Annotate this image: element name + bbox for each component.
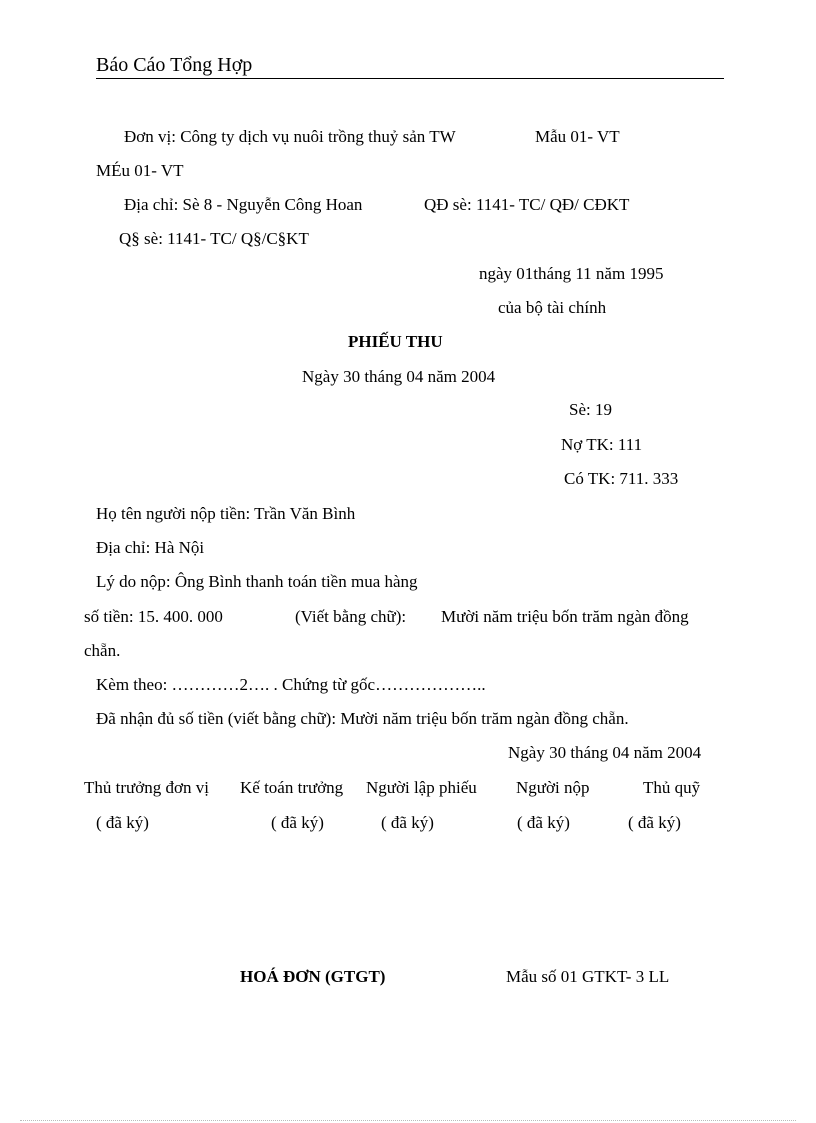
payment-reason: Lý do nộp: Ông Bình thanh toán tiền mua hàng xyxy=(96,572,418,591)
debit-account: Nợ TK: 111 xyxy=(561,435,643,454)
signatory-role-cashier: Thủ quỹ xyxy=(643,778,701,797)
header-divider xyxy=(96,78,724,79)
amount-words-part1: Mười năm triệu bốn trăm ngàn đồng xyxy=(441,607,689,626)
signatory-role-director: Thủ trưởng đơn vị xyxy=(84,778,209,797)
signatory-status-director: ( đã ký) xyxy=(96,813,149,832)
address-line: Địa chỉ: Sè 8 - Nguyễn Công Hoan xyxy=(124,195,363,214)
payer-name: Họ tên người nộp tiền: Trần Văn Bình xyxy=(96,504,356,523)
signatory-status-chief-accountant: ( đã ký) xyxy=(271,813,324,832)
received-in-words: Đã nhận đủ số tiền (viết bằng chữ): Mười năm triệu bốn trăm ngàn đồng chẵn. xyxy=(96,709,629,728)
sign-date: Ngày 30 tháng 04 năm 2004 xyxy=(508,743,702,762)
decision-issuer: của bộ tài chính xyxy=(498,298,607,317)
signatory-status-payer: ( đã ký) xyxy=(517,813,570,832)
decision-date: ngày 01tháng 11 năm 1995 xyxy=(479,264,664,283)
payer-address: Địa chỉ: Hà Nội xyxy=(96,538,205,557)
unit-line: Đơn vị: Công ty dịch vụ nuôi trồng thuỷ sản TW xyxy=(124,127,456,146)
decision-line-garbled: Q§ sè: 1141- TC/ Q§/C§KT xyxy=(119,229,309,248)
page-header-title: Báo Cáo Tổng Hợp xyxy=(96,54,253,76)
receipt-date: Ngày 30 tháng 04 năm 2004 xyxy=(302,367,496,386)
attachments-line: Kèm theo: …………2…. . Chứng từ gốc……………….. xyxy=(96,675,486,694)
signatory-role-preparer: Người lập phiếu xyxy=(366,778,477,797)
form-code-garbled: MÉu 01- VT xyxy=(96,161,184,180)
credit-account: Có TK: 711. 333 xyxy=(564,469,679,488)
signatory-status-preparer: ( đã ký) xyxy=(381,813,434,832)
amount-words-label: (Viết bằng chữ): xyxy=(295,607,407,626)
invoice-form-number: Mẫu số 01 GTKT- 3 LL xyxy=(506,967,670,986)
amount-label: số tiền: 15. 400. 000 xyxy=(84,607,223,626)
receipt-number: Sè: 19 xyxy=(569,400,612,419)
signatory-status-cashier: ( đã ký) xyxy=(628,813,681,832)
signatory-role-payer: Người nộp xyxy=(516,778,590,797)
page-bottom-divider xyxy=(20,1120,796,1121)
decision-line: QĐ sè: 1141- TC/ QĐ/ CĐKT xyxy=(424,195,630,214)
invoice-title: HOÁ ĐƠN (GTGT) xyxy=(240,967,386,986)
amount-words-part2: chẵn. xyxy=(84,641,121,660)
receipt-title: PHIẾU THU xyxy=(348,332,443,351)
signatory-role-chief-accountant: Kế toán trưởng xyxy=(240,778,344,797)
form-code: Mẫu 01- VT xyxy=(535,127,620,146)
